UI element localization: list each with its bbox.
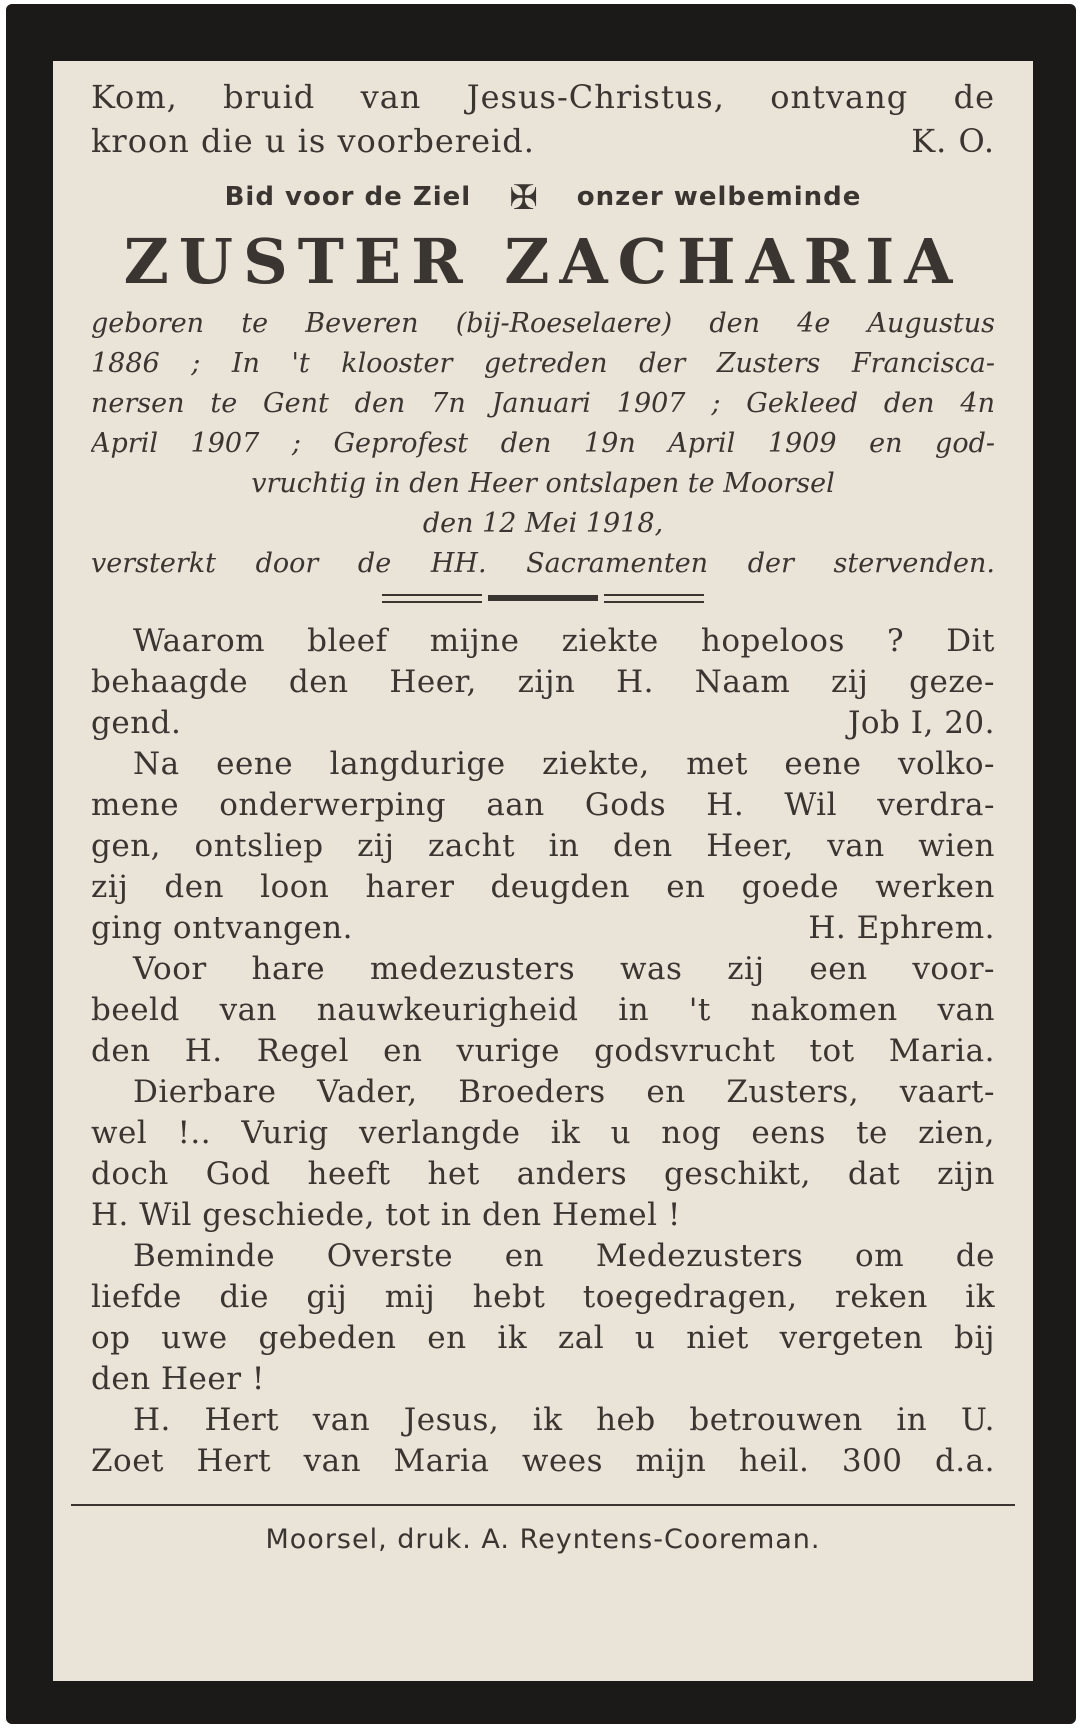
quote-attribution: H. Ephrem.	[808, 909, 995, 946]
motto	[91, 75, 995, 163]
text-line: behaagde den Heer, zijn H. Naam zij geze-	[91, 663, 995, 700]
bio-line: April 1907 ; Geprofest den 19n April 1909 en god-	[91, 427, 995, 459]
text-line: gen, ontsliep zij zacht in den Heer, van wien	[91, 827, 995, 864]
text-line: doch God heeft het anders geschikt, dat zijn	[91, 1155, 995, 1192]
motto-line-2-row	[91, 119, 995, 163]
text-line-with-ref	[91, 703, 995, 744]
ornament-double-rule	[382, 594, 482, 603]
prayer-line	[91, 171, 995, 224]
bio-line: geboren te Beveren (bij-Roeselaere) den 4e Augustus	[91, 307, 995, 339]
cross-icon: ✠	[509, 177, 539, 218]
text-line: Dierbare Vader, Broeders en Zusters, vaart-	[133, 1073, 995, 1110]
ornament-divider	[91, 594, 995, 603]
text-line: Voor hare medezusters was zij een voor-	[133, 950, 995, 987]
text-line: Zoet Hert van Maria wees mijn heil. 300 d.a.	[91, 1442, 995, 1479]
ornament-bold-rule	[488, 595, 598, 601]
bio-line: vruchtig in den Heer ontslapen te Moorsel	[251, 467, 835, 499]
body-text	[91, 621, 995, 1482]
text-line: H. Wil geschiede, tot in den Hemel !	[91, 1196, 681, 1233]
printer-imprint: Moorsel, druk. A. Reyntens-Cooreman.	[265, 1523, 821, 1555]
text-line: wel !.. Vurig verlangde ik u nog eens te zien,	[91, 1114, 995, 1151]
text-line: gend.	[91, 704, 182, 741]
text-line: op uwe gebeden en ik zal u niet vergeten bij	[91, 1319, 995, 1356]
text-line: den H. Regel en vurige godsvrucht tot Maria.	[91, 1032, 995, 1069]
footer-rule	[71, 1504, 1015, 1506]
bio-line: 1886 ; In 't klooster getreden der Zusters Francisca-	[91, 347, 995, 379]
prayer-right: onzer welbeminde	[576, 182, 862, 212]
text-line: mene onderwerping aan Gods H. Wil verdra-	[91, 786, 995, 823]
bio-line: nersen te Gent den 7n Januari 1907 ; Gekleed den 4n	[91, 387, 995, 419]
text-line: H. Hert van Jesus, ik heb betrouwen in U.	[133, 1401, 995, 1438]
text-line: ging ontvangen.	[91, 909, 353, 946]
text-line: Waarom bleef mijne ziekte hopeloos ? Dit	[133, 622, 995, 659]
text-line: beeld van nauwkeurigheid in 't nakomen van	[91, 991, 995, 1028]
text-line: den Heer !	[91, 1360, 265, 1397]
motto-signature: K. O.	[911, 122, 995, 160]
text-line: Beminde Overste en Medezusters om de	[133, 1237, 995, 1274]
text-line-with-ref	[91, 908, 995, 949]
bio-line: den 12 Mei 1918,	[422, 507, 664, 539]
motto-line-1: Kom, bruid van Jesus-Christus, ontvang de	[91, 78, 995, 116]
text-line: zij den loon harer deugden en goede werken	[91, 868, 995, 905]
prayer-left: Bid voor de Ziel	[224, 182, 472, 212]
biography	[91, 304, 995, 584]
motto-line-2: kroon die u is voorbereid.	[91, 122, 535, 160]
deceased-name: ZUSTER ZACHARIA	[123, 224, 963, 298]
bio-line: versterkt door de HH. Sacramenten der stervenden.	[91, 547, 995, 579]
memorial-card	[6, 4, 1076, 1724]
card-paper	[53, 61, 1033, 1681]
text-line: liefde die gij mij hebt toegedragen, reken ik	[91, 1278, 995, 1315]
text-line: Na eene langdurige ziekte, met eene volko-	[133, 745, 995, 782]
ornament-double-rule	[604, 594, 704, 603]
scripture-reference: Job I, 20.	[847, 704, 995, 741]
